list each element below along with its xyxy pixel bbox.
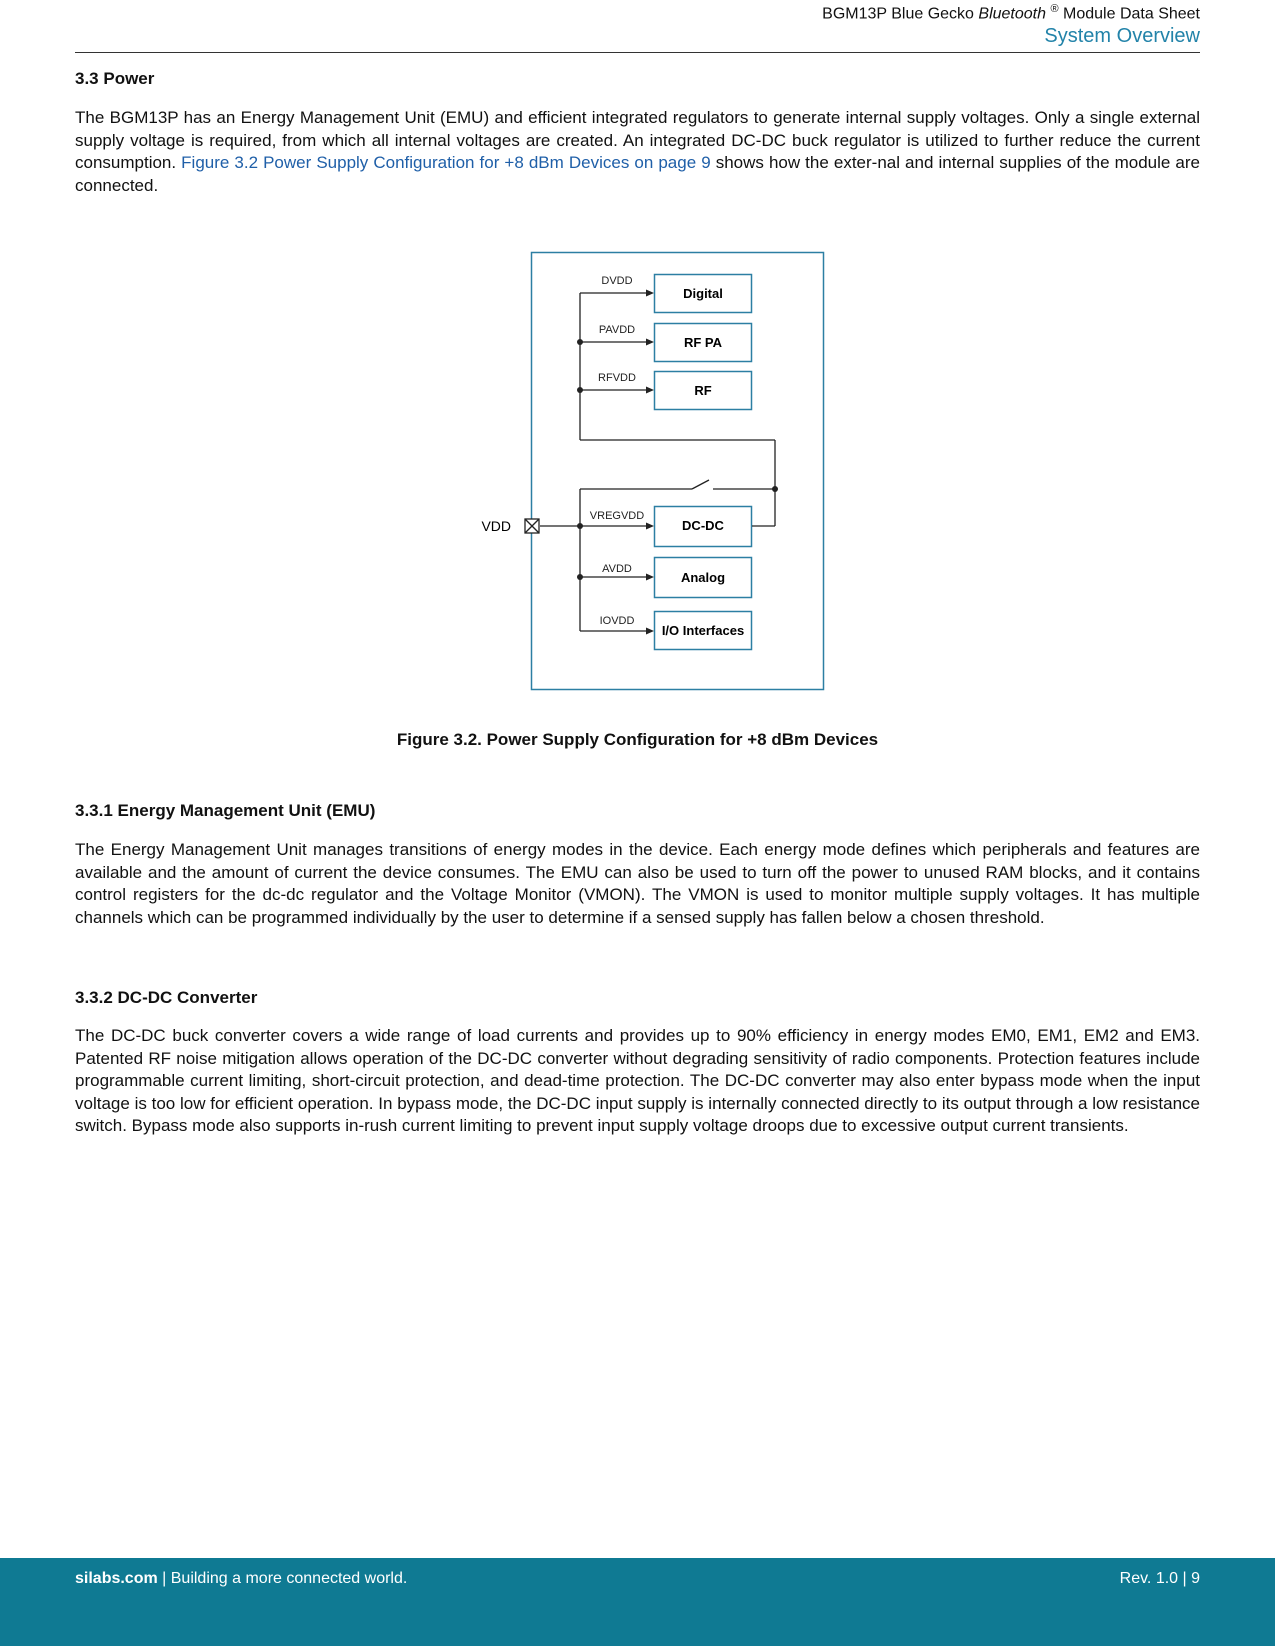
doc-title-suffix: Module Data Sheet: [1058, 5, 1200, 23]
block-label: RF PA: [683, 335, 723, 350]
power-para-text-2: shows how the exter-nal and internal supplies of the module are connected.: [75, 153, 1200, 195]
site-link[interactable]: silabs.com: [75, 1570, 158, 1587]
doc-title-text: BGM13P Blue Gecko: [822, 5, 979, 23]
footer-left: [75, 1570, 407, 1588]
block-label: Analog: [680, 570, 726, 585]
document-title: [822, 0, 1200, 23]
block-label: RF: [694, 383, 712, 398]
rail-label: IOVDD: [599, 615, 635, 627]
power-heading: 3.3 Power: [75, 69, 155, 88]
doc-title-italic: Bluetooth: [978, 5, 1047, 23]
rail-label: AVDD: [602, 563, 632, 575]
block-label: DC-DC: [682, 518, 724, 533]
rail-label: PAVDD: [598, 324, 636, 336]
block-label: I/O Interfaces: [661, 623, 745, 638]
page-footer: [0, 1558, 1275, 1646]
rail-label: RFVDD: [598, 372, 636, 384]
figure-link[interactable]: Figure 3.2 Power Supply Configuration for +8 dBm Devices on page 9: [181, 153, 711, 172]
rail-label: DVDD: [601, 275, 633, 287]
figure-caption: Figure 3.2. Power Supply Configuration for +8 dBm Devices: [396, 730, 879, 749]
block-analog: [655, 558, 752, 598]
power-para-text: The BGM13P has an Energy Management Unit (EMU) and efficient integrated regulators to generate internal supply voltages. Only a single external supply voltage is required, from which all internal voltages are created. An integrated DC-DC buck regulator is utilized to further reduce the current consumption.: [75, 108, 1200, 172]
page-header: [822, 0, 1200, 49]
power-paragraph: [75, 107, 1200, 197]
arrowheads: [646, 290, 654, 635]
block-dc-dc: [655, 507, 752, 547]
vdd-pin-icon: [525, 519, 539, 533]
section-name: System Overview: [1044, 25, 1200, 48]
block-digital: [655, 275, 752, 313]
block-rf: [655, 372, 752, 410]
block-label: Digital: [683, 286, 723, 301]
footer-revision: Rev. 1.0 | 9: [1119, 1570, 1200, 1587]
header-rule: [75, 52, 1200, 53]
footer-tagline: | Building a more connected world.: [157, 1570, 408, 1587]
power-supply-diagram: [470, 245, 840, 695]
vdd-label: VDD: [481, 518, 511, 534]
emu-paragraph: The Energy Management Unit manages transitions of energy modes in the device. Each energy mode defines which peripherals and features are available and the amount of current the device consumes. The EMU can also be used to turn off the power to unused RAM blocks, and it contains control registers for the dc-dc regulator and the Voltage Monitor (VMON). The VMON is used to monitor multiple supply voltages. It has multiple channels which can be programmed individually by the user to determine if a sensed supply has fallen below a chosen threshold.: [75, 840, 1200, 927]
block-io-interfaces: [655, 612, 752, 650]
registered-mark: ®: [1050, 3, 1059, 15]
dcdc-heading: 3.3.2 DC-DC Converter: [75, 988, 258, 1007]
rail-label: VREGVDD: [589, 510, 645, 522]
dcdc-paragraph: The DC-DC buck converter covers a wide range of load currents and provides up to 90% efficiency in energy modes EM0, EM1, EM2 and EM3. Patented RF noise mitigation allows operation of the DC-DC converter without degrading sensitivity of radio components. Protection features include programmable current limiting, short-circuit protection, and dead-time protection. The DC-DC converter may also enter bypass mode when the input voltage is too low for efficient operation. In bypass mode, the DC-DC input supply is internally connected directly to its output through a low resistance switch. Bypass mode also supports in-rush current limiting to prevent input supply voltage droops due to excessive output current transients.: [75, 1026, 1200, 1135]
block-rf-pa: [655, 324, 752, 362]
emu-heading: 3.3.1 Energy Management Unit (EMU): [75, 801, 376, 820]
